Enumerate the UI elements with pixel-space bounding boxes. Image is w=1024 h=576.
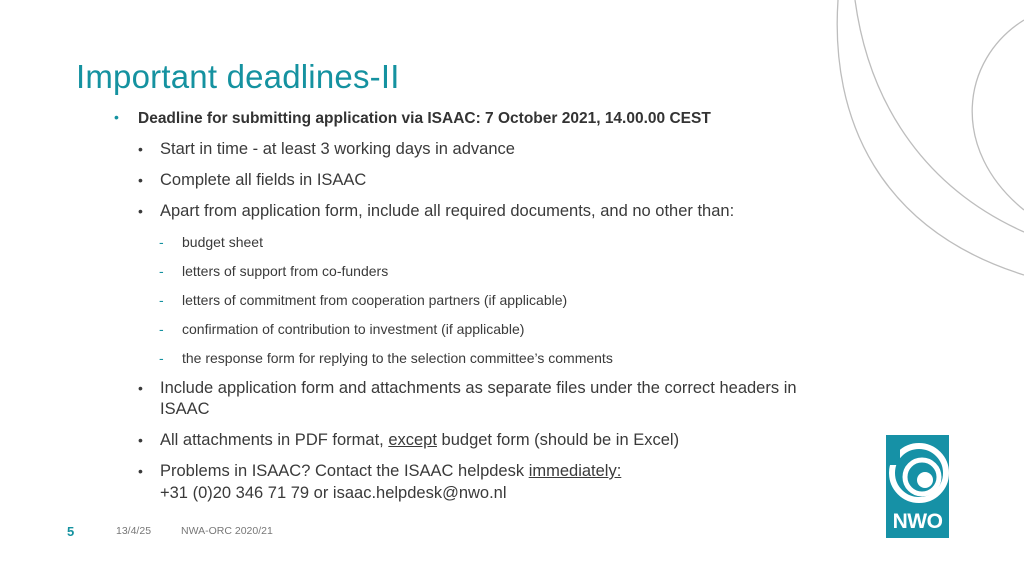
dash-icon: - [159, 292, 164, 308]
dash-icon: - [159, 263, 164, 279]
nwo-logo-icon [886, 435, 949, 538]
pdf-text-post: budget form (should be in Excel) [436, 431, 680, 449]
problems-text-pre: Problems in ISAAC? Contact the ISAAC helpdesk [160, 462, 529, 480]
page-title: Important deadlines-II [76, 58, 400, 95]
list-item-apart: Apart from application form, include all required documents, and no other than: [160, 202, 735, 220]
list-item-start: Start in time - at least 3 working days in advance [160, 140, 515, 158]
list-item-problems [160, 462, 621, 481]
doc-item: confirmation of contribution to investment (if applicable) [182, 321, 525, 337]
deadline-text: Deadline for submitting application via ISAAC: 7 October 2021, 14.00.00 CEST [138, 110, 711, 127]
bullet-icon: • [138, 432, 143, 448]
bullet-icon: • [138, 463, 143, 479]
footer-tag: NWA-ORC 2020/21 [181, 525, 273, 537]
list-item-complete: Complete all fields in ISAAC [160, 171, 367, 189]
list-item-include-cont: ISAAC [160, 400, 210, 418]
list-item-pdf [160, 431, 679, 450]
doc-item: budget sheet [182, 234, 263, 250]
problems-text-immediately: immediately: [528, 462, 622, 480]
dash-icon: - [159, 234, 164, 250]
dash-icon: - [159, 350, 164, 366]
bullet-icon: • [138, 203, 143, 219]
bullet-icon: • [138, 141, 143, 157]
logo-text: NWO [892, 510, 943, 533]
bullet-icon: • [138, 172, 143, 188]
list-item-include: Include application form and attachments as separate files under the correct headers in [160, 379, 797, 397]
page-number: 5 [67, 524, 75, 539]
doc-item: letters of commitment from cooperation partners (if applicable) [182, 292, 568, 308]
footer-date: 13/4/25 [116, 525, 152, 537]
pdf-text-except: except [388, 431, 437, 449]
doc-item: letters of support from co-funders [182, 263, 389, 279]
bullet-icon: • [114, 109, 119, 125]
dash-icon: - [159, 321, 164, 337]
helpdesk-contact: +31 (0)20 346 71 79 or isaac.helpdesk@nwo.nl [160, 484, 507, 502]
doc-item: the response form for replying to the selection committee’s comments [182, 350, 613, 366]
pdf-text-pre: All attachments in PDF format, [160, 431, 389, 449]
bullet-icon: • [138, 380, 143, 396]
